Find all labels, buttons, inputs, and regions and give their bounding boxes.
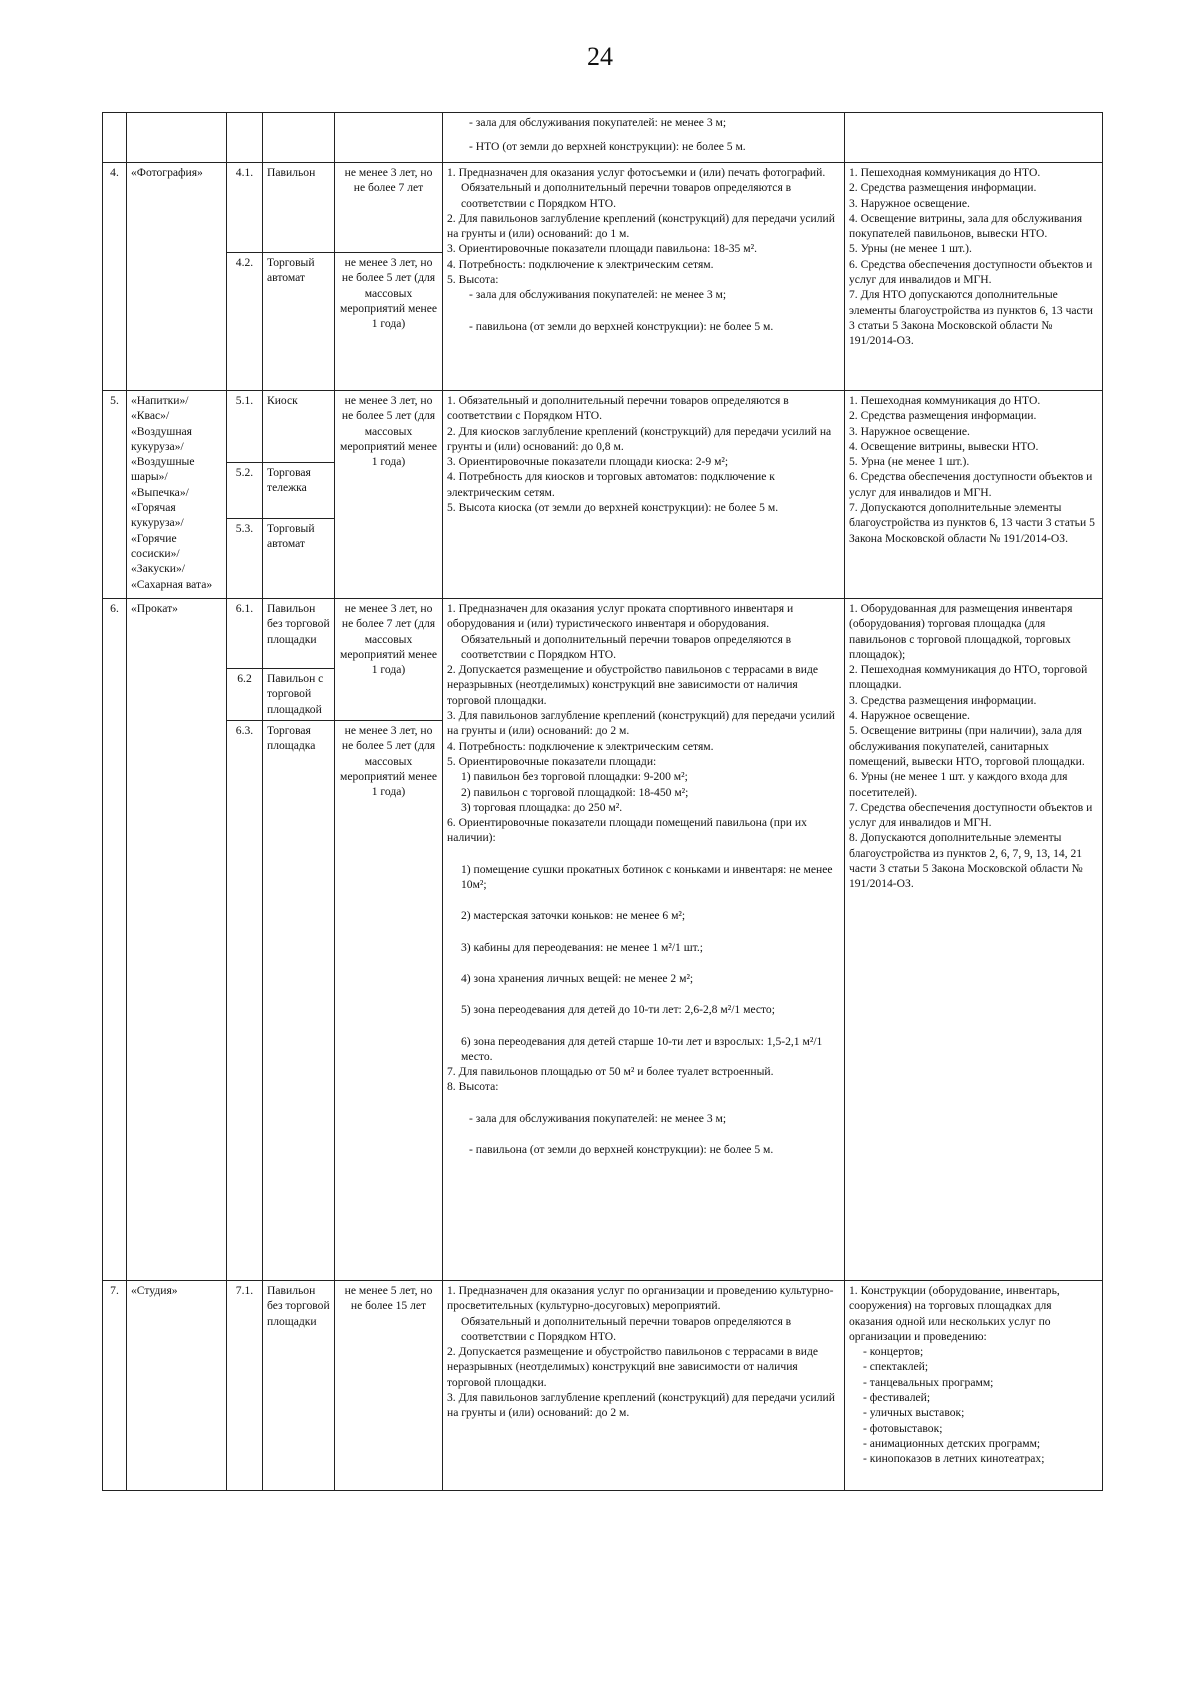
req-line: 3. Для павильонов заглубление креплений (конструкций) для передачи усилий на грунты и (или) оснований: до 2 м. (447, 709, 835, 738)
subtype-code: 4.2. (227, 253, 263, 391)
elem-line: 4. Наружное освещение. (849, 709, 970, 723)
elem-line: 4. Освещение витрины, зала для обслуживания покупателей павильонов, вывески НТО. (849, 211, 1083, 241)
req-line: 7. Для павильонов площадью от 50 м² и более туалет встроенный. (447, 1065, 774, 1079)
specialization-name: «Фотография» (127, 163, 227, 391)
elem-line: 7. Средства обеспечения доступности объектов и услуг для инвалидов и МГН. (849, 800, 1093, 830)
placement-term: не менее 3 лет, но не более 7 лет (335, 163, 443, 253)
elem-line: 5. Освещение витрины (при наличии), зала для обслуживания покупателей, санитарных помещений, вывески НТО, торговой площадки. (849, 724, 1085, 768)
subtype-name: Киоск (263, 391, 335, 463)
subtype-code: 6.3. (227, 721, 263, 1281)
req-line: 5. Высота: (447, 273, 499, 287)
subtype-code: 6.1. (227, 599, 263, 669)
elem-line: - фотовыставок; (863, 1421, 943, 1435)
req-line: - НТО (от земли до верхней конструкции): не более 5 м. (469, 140, 746, 154)
elem-line: - кинопоказов в летних кинотеатрах; (863, 1452, 1045, 1466)
table-row-6-1 (103, 599, 1103, 669)
table-row-continuation (103, 113, 1103, 163)
specialization-name: «Студия» (127, 1281, 227, 1491)
elem-line: 3. Средства размещения информации. (849, 693, 1037, 707)
subtype-code: 4.1. (227, 163, 263, 253)
elem-line: 6. Средства обеспечения доступности объектов и услуг для инвалидов и МГН. (849, 470, 1093, 499)
req-line: - зала для обслуживания покупателей: не менее 3 м; (469, 288, 727, 302)
req-line: 1. Предназначен для оказания услуг фотосъемки и (или) печать фотографий. (447, 166, 826, 179)
req-line: 1. Предназначен для оказания услуг проката спортивного инвентаря и оборудования и (или) туристического инвентаря и оборудования. (447, 602, 794, 631)
req-line: 1) павильон без торговой площадки: 9-200 м²; (461, 770, 688, 784)
elem-line: - спектаклей; (863, 1360, 929, 1374)
req-line: 8. Высота: (447, 1080, 499, 1094)
row-number: 4. (103, 163, 127, 391)
elem-line: 5. Урны (не менее 1 шт.). (849, 242, 972, 256)
placement-term: не менее 3 лет, но не более 5 лет (для массовых мероприятий менее 1 года) (335, 721, 443, 1281)
requirements-cell (443, 113, 845, 163)
improvement-elements-cell (845, 599, 1103, 1281)
req-line: 4. Потребность: подключение к электрическим сетям. (447, 739, 714, 753)
subtype-name: Торговая тележка (263, 463, 335, 519)
req-line: Обязательный и дополнительный перечни товаров определяются в соответствии с Порядком НТО. (461, 1314, 792, 1343)
req-line: 2) мастерская заточки коньков: не менее 6 м²; (461, 909, 686, 923)
elem-line: 3. Наружное освещение. (849, 196, 970, 210)
placement-term: не менее 5 лет, но не более 15 лет (335, 1281, 443, 1491)
req-line: 2. Допускается размещение и обустройство павильонов с террасами в виде неразрывных (неотделимых) конструкций вне зависимости от наличия торговой площадки. (447, 663, 818, 707)
req-line: 1. Предназначен для оказания услуг по организации и проведению культурно-просветительных (культурно-досуговых) мероприятий. (447, 1284, 834, 1313)
elem-line: 7. Для НТО допускаются дополнительные элементы благоустройства из пунктов 6, 13 части 3 статьи 5 Закона Московской области № 191/2014-ОЗ. (849, 288, 1093, 348)
req-line: - павильона (от земли до верхней конструкции): не более 5 м. (469, 1143, 774, 1157)
req-line: 2. Допускается размещение и обустройство павильонов с террасами в виде неразрывных (неотделимых) конструкций вне зависимости от наличия торговой площадки. (447, 1345, 818, 1389)
elem-line: - уличных выставок; (863, 1406, 965, 1420)
subtype-code: 5.2. (227, 463, 263, 519)
subtype-name: Павильон с торговой площадкой (263, 669, 335, 721)
elem-line: - танцевальных программ; (863, 1375, 994, 1389)
req-line: 2) павильон с торговой площадкой: 18-450 м²; (461, 785, 689, 799)
req-line: 1. Обязательный и дополнительный перечни товаров определяются в соответствии с Порядком НТО. (447, 394, 789, 423)
elem-line: - анимационных детских программ; (863, 1436, 1041, 1450)
req-line: 5. Ориентировочные показатели площади: (447, 754, 657, 768)
table-row-5-1 (103, 391, 1103, 463)
nto-requirements-table (102, 112, 1103, 1491)
subtype-code: 6.2 (227, 669, 263, 721)
subtype-name: Торговая площадка (263, 721, 335, 1281)
improvement-elements-cell (845, 391, 1103, 599)
elem-line: - фестивалей; (863, 1391, 931, 1405)
requirements-cell (443, 163, 845, 391)
req-line: 5) зона переодевания для детей до 10-ти лет: 2,6-2,8 м²/1 место; (461, 1003, 775, 1017)
req-line: 6. Ориентировочные показатели площади помещений павильона (при их наличии): (447, 816, 807, 845)
elem-line: 4. Освещение витрины, вывески НТО. (849, 439, 1039, 453)
elem-line: 2. Средства размещения информации. (849, 181, 1037, 195)
elem-line: - концертов; (863, 1345, 924, 1359)
req-line: 6) зона переодевания для детей старше 10-ти лет и взрослых: 1,5-2,1 м²/1 место. (461, 1034, 823, 1063)
req-line: Обязательный и дополнительный перечни товаров определяются в соответствии с Порядком НТО. (461, 181, 792, 210)
elem-line: 3. Наружное освещение. (849, 424, 970, 438)
req-line: 3. Ориентировочные показатели площади павильона: 18-35 м². (447, 242, 757, 256)
req-line: 1) помещение сушки прокатных ботинок с коньками и инвентаря: не менее 10м²; (461, 862, 833, 892)
req-line: 2. Для павильонов заглубление креплений (конструкций) для передачи усилий на грунты и (или) оснований: до 1 м. (447, 211, 835, 241)
subtype-name: Торговый автомат (263, 519, 335, 599)
req-line: 3) кабины для переодевания: не менее 1 м²/1 шт.; (461, 940, 703, 954)
subtype-name: Павильон без торговой площадки (263, 599, 335, 669)
req-line: 2. Для киосков заглубление креплений (конструкций) для передачи усилий на грунты и (или) оснований: до 0,8 м. (447, 424, 832, 453)
elem-line: 5. Урна (не менее 1 шт.). (849, 455, 970, 469)
req-line: 4. Потребность для киосков и торговых автоматов: подключение к электрическим сетям. (447, 470, 775, 499)
req-line: 3) торговая площадка: до 250 м². (461, 800, 623, 814)
req-line: 5. Высота киоска (от земли до верхней конструкции): не более 5 м. (447, 501, 779, 515)
req-line: - зала для обслуживания покупателей: не менее 3 м; (469, 1111, 727, 1125)
elem-line: 1. Конструкции (оборудование, инвентарь, сооружения) на торговых площадках для оказания одной или нескольких услуг по организации и проведению: (849, 1284, 1060, 1343)
req-line: 4) зона хранения личных вещей: не менее 2 м²; (461, 971, 694, 985)
elem-line: 2. Пешеходная коммуникация до НТО, торговой площадки. (849, 663, 1088, 692)
row-number: 6. (103, 599, 127, 1281)
requirements-cell (443, 1281, 845, 1491)
subtype-code: 5.1. (227, 391, 263, 463)
placement-term: не менее 3 лет, но не более 5 лет (для массовых мероприятий менее 1 года) (335, 253, 443, 391)
elem-line: 6. Средства обеспечения доступности объектов и услуг для инвалидов и МГН. (849, 257, 1093, 287)
specialization-name: «Напитки»/ «Квас»/ «Воздушная кукуруза»/ «Воздушные шары»/ «Выпечка»/ «Горячая кукуруза»/ «Горячие сосиски»/ «Закуски»/ «Сахарная вата» (127, 391, 227, 599)
req-line: Обязательный и дополнительный перечни товаров определяются в соответствии с Порядком НТО. (461, 632, 792, 661)
improvement-elements-cell (845, 1281, 1103, 1491)
req-line: 3. Для павильонов заглубление креплений (конструкций) для передачи усилий на грунты и (или) оснований: до 2 м. (447, 1391, 835, 1420)
elem-line: 8. Допускаются дополнительные элементы благоустройства из пунктов 2, 6, 7, 9, 13, 14, 21 части 3 статьи 5 Закона Московской области № 191/2014-ОЗ. (849, 831, 1083, 891)
subtype-name: Павильон без торговой площадки (263, 1281, 335, 1491)
elem-line: 1. Оборудованная для размещения инвентаря (оборудования) торговая площадка (для павильонов с торговой площадкой, торговых площадок); (849, 602, 1073, 661)
page-number: 24 (587, 42, 613, 71)
row-number: 5. (103, 391, 127, 599)
req-line: - зала для обслуживания покупателей: не менее 3 м; (469, 116, 727, 129)
placement-term: не менее 3 лет, но не более 7 лет (для массовых мероприятий менее 1 года) (335, 599, 443, 721)
subtype-name: Павильон (263, 163, 335, 253)
placement-term: не менее 3 лет, но не более 5 лет (для массовых мероприятий менее 1 года) (335, 391, 443, 599)
req-line: - павильона (от земли до верхней конструкции): не более 5 м. (469, 319, 774, 333)
req-line: 4. Потребность: подключение к электрическим сетям. (447, 257, 714, 271)
specialization-name: «Прокат» (127, 599, 227, 1281)
subtype-code: 5.3. (227, 519, 263, 599)
elem-line: 1. Пешеходная коммуникация до НТО. (849, 394, 1041, 407)
elem-line: 2. Средства размещения информации. (849, 409, 1037, 423)
requirements-cell (443, 391, 845, 599)
requirements-cell (443, 599, 845, 1281)
elem-line: 7. Допускаются дополнительные элементы благоустройства из пунктов 6, 13 части 3 статьи 5 Закона Московской области № 191/2014-ОЗ. (849, 501, 1095, 545)
row-number: 7. (103, 1281, 127, 1491)
subtype-name: Торговый автомат (263, 253, 335, 391)
elem-line: 1. Пешеходная коммуникация до НТО. (849, 166, 1041, 179)
elem-line: 6. Урны (не менее 1 шт. у каждого входа для посетителей). (849, 770, 1068, 799)
table-row-4-1 (103, 163, 1103, 253)
improvement-elements-cell (845, 163, 1103, 391)
table-row-7-1 (103, 1281, 1103, 1491)
subtype-code: 7.1. (227, 1281, 263, 1491)
req-line: 3. Ориентировочные показатели площади киоска: 2-9 м²; (447, 455, 729, 469)
